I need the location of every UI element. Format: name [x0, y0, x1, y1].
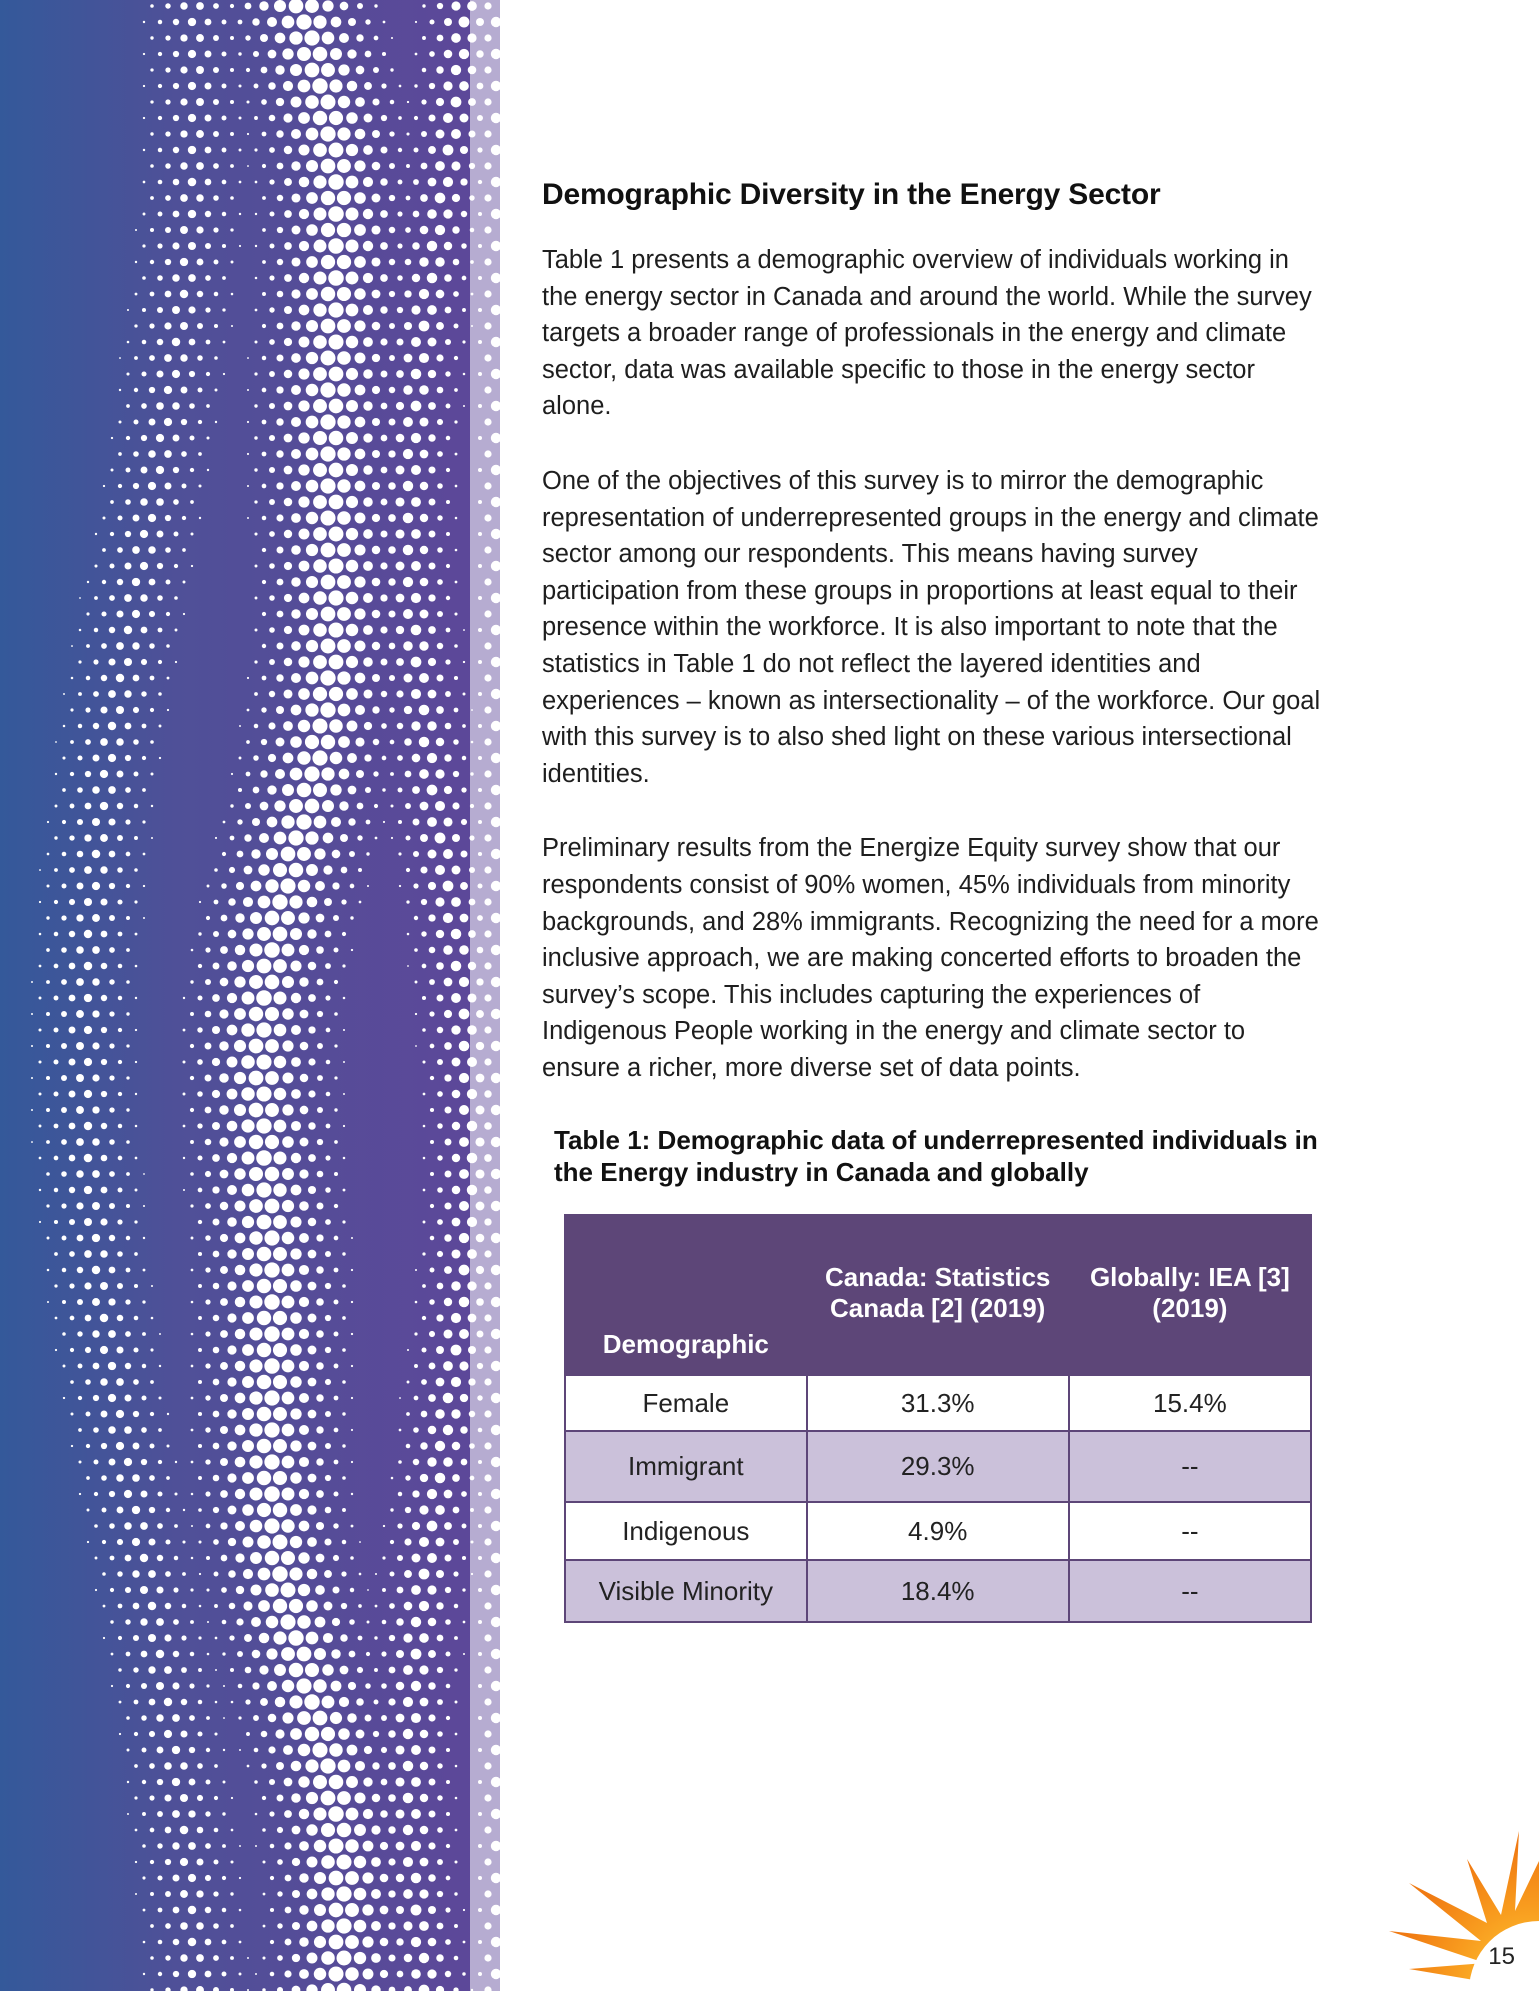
main-content — [542, 178, 1322, 1623]
page-number: 15 — [1488, 1943, 1515, 1970]
cell-global: -- — [1069, 1560, 1311, 1622]
paragraph-2: One of the objectives of this survey is to mirror the demographic representation of underrepresented groups in the energy and climate sector among our respondents. This means having survey participation from these groups in proportions at least equal to their presence within the workforce. It is also important to note that the statistics in Table 1 do not reflect the layered identities and experiences – known as intersectionality – of the workforce. Our goal with this survey is to also shed light on these various intersectional identities. — [542, 466, 1321, 788]
section-title: Demographic Diversity in the Energy Sector — [542, 178, 1161, 211]
cell-demographic: Visible Minority — [565, 1560, 807, 1622]
cell-demographic: Indigenous — [565, 1502, 807, 1560]
table-row — [565, 1560, 1311, 1622]
cell-canada: 31.3% — [807, 1375, 1069, 1431]
table-row — [565, 1502, 1311, 1560]
table-row — [565, 1431, 1311, 1502]
header-canada: Canada: Statistics Canada [2] (2019) — [807, 1215, 1069, 1375]
paragraph-3: Preliminary results from the Energize Equity survey show that our respondents consist of 90% women, 45% individuals from minority backgrounds, and 28% immigrants. Recognizing the need for a more inclusive approach, we are making concerted efforts to broaden the survey’s scope. This includes capturing the experiences of Indigenous People working in the energy and climate sector to ensure a richer, more diverse set of data points. — [542, 834, 1319, 1082]
cell-global: -- — [1069, 1502, 1311, 1560]
cell-canada: 29.3% — [807, 1431, 1069, 1502]
cell-global: 15.4% — [1069, 1375, 1311, 1431]
table-header-row — [565, 1215, 1311, 1375]
decorative-halftone-band — [0, 0, 500, 1991]
cell-canada: 18.4% — [807, 1560, 1069, 1622]
sun-icon — [1389, 1831, 1539, 1991]
table-row — [565, 1375, 1311, 1431]
paragraph-1: Table 1 presents a demographic overview of individuals working in the energy sector in Canada and around the world. While the survey targets a broader range of professionals in the energy and climate sector, data was available specific to those in the energy sector alone. — [542, 246, 1312, 421]
table-caption: Table 1: Demographic data of underrepresented individuals in the Energy industry in Canada and globally — [554, 1125, 1318, 1188]
cell-canada: 4.9% — [807, 1502, 1069, 1560]
cell-demographic: Female — [565, 1375, 807, 1431]
header-demographic: Demographic — [565, 1215, 807, 1375]
header-global: Globally: IEA [3] (2019) — [1069, 1215, 1311, 1375]
cell-global: -- — [1069, 1431, 1311, 1502]
cell-demographic: Immigrant — [565, 1431, 807, 1502]
demographic-table — [564, 1214, 1312, 1623]
